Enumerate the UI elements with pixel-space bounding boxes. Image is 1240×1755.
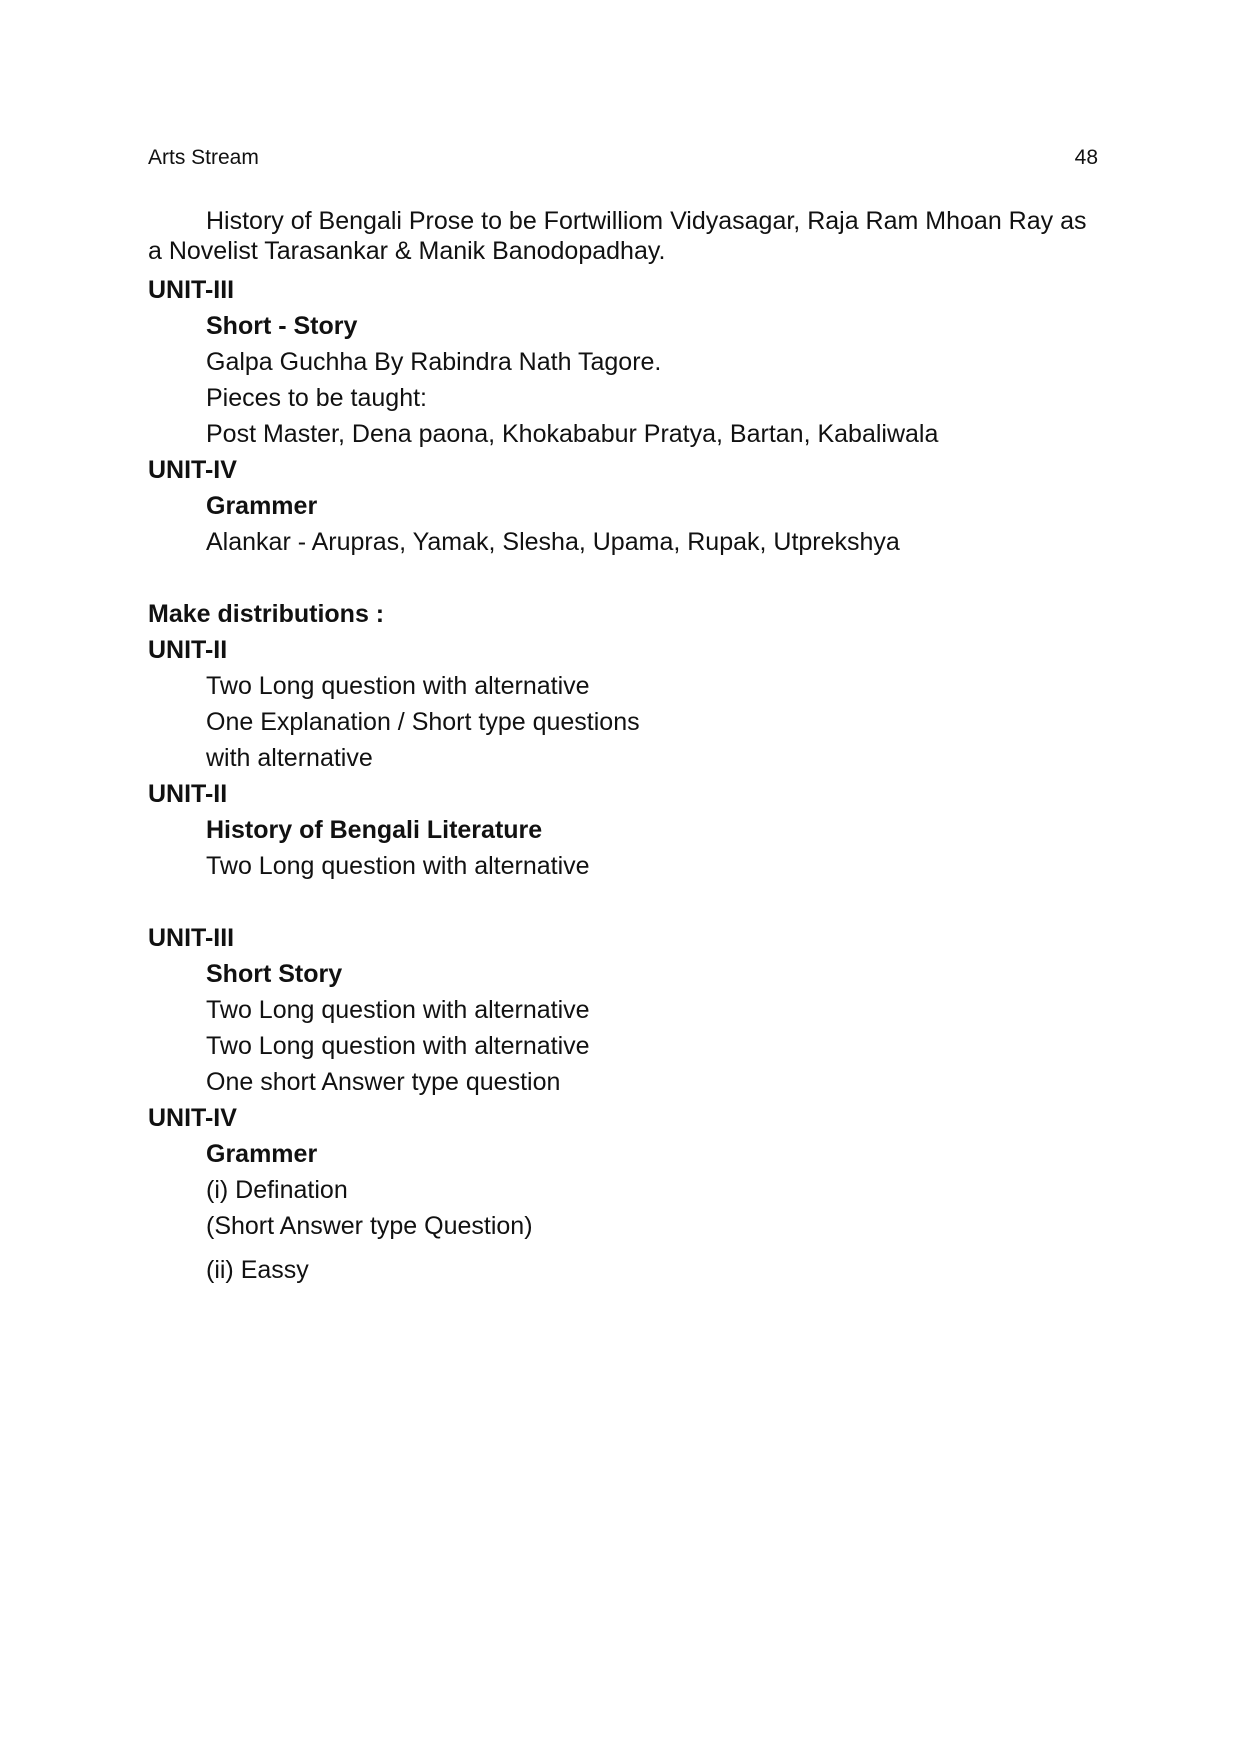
header-section-title: Arts Stream — [148, 146, 259, 169]
distribution-section — [148, 632, 1098, 776]
unit-heading: UNIT-II — [148, 780, 228, 808]
spacer — [148, 884, 1098, 920]
unit-title: Grammer — [206, 1140, 318, 1168]
unit-line: (i) Defination — [206, 1176, 348, 1204]
unit-title: History of Bengali Literature — [206, 816, 543, 844]
unit-line: Alankar - Arupras, Yamak, Slesha, Upama, Rupak, Utprekshya — [206, 528, 900, 556]
unit-line: Pieces to be taught: — [206, 384, 427, 412]
unit-3-block — [148, 272, 1098, 452]
spacer — [148, 1244, 1098, 1252]
unit-heading: UNIT-III — [148, 924, 235, 952]
distribution-section — [148, 1100, 1098, 1288]
unit-line: Two Long question with alternative — [206, 672, 590, 700]
page-header — [148, 146, 1098, 176]
unit-line: Two Long question with alternative — [206, 1032, 590, 1060]
spacer — [148, 560, 1098, 596]
unit-line: with alternative — [206, 744, 373, 772]
unit-heading: UNIT-IV — [148, 1104, 237, 1132]
unit-heading: UNIT-IV — [148, 456, 237, 484]
unit-title: Grammer — [206, 492, 318, 520]
unit-title: Short - Story — [206, 312, 358, 340]
unit-line: (Short Answer type Question) — [206, 1212, 533, 1240]
unit-line: Post Master, Dena paona, Khokababur Pratya, Bartan, Kabaliwala — [206, 420, 939, 448]
unit-line: (ii) Eassy — [206, 1256, 309, 1284]
unit-heading: UNIT-II — [148, 636, 228, 664]
distribution-section — [148, 776, 1098, 884]
unit-heading: UNIT-III — [148, 276, 235, 304]
distributions-heading: Make distributions : — [148, 600, 385, 628]
unit-line: One Explanation / Short type questions — [206, 708, 640, 736]
unit-line: Two Long question with alternative — [206, 996, 590, 1024]
distribution-section — [148, 920, 1098, 1100]
intro-paragraph: History of Bengali Prose to be Fortwilliom Vidyasagar, Raja Ram Mhoan Ray as a Novelist Tarasankar & Manik Banodopadhay. — [148, 207, 1087, 265]
page-content — [148, 206, 1098, 1288]
unit-line: Two Long question with alternative — [206, 852, 590, 880]
unit-title: Short Story — [206, 960, 343, 988]
unit-4-block — [148, 452, 1098, 560]
distributions-block — [148, 596, 1098, 1288]
page-number: 48 — [1074, 146, 1098, 169]
unit-line: One short Answer type question — [206, 1068, 561, 1096]
unit-line: Galpa Guchha By Rabindra Nath Tagore. — [206, 348, 662, 376]
